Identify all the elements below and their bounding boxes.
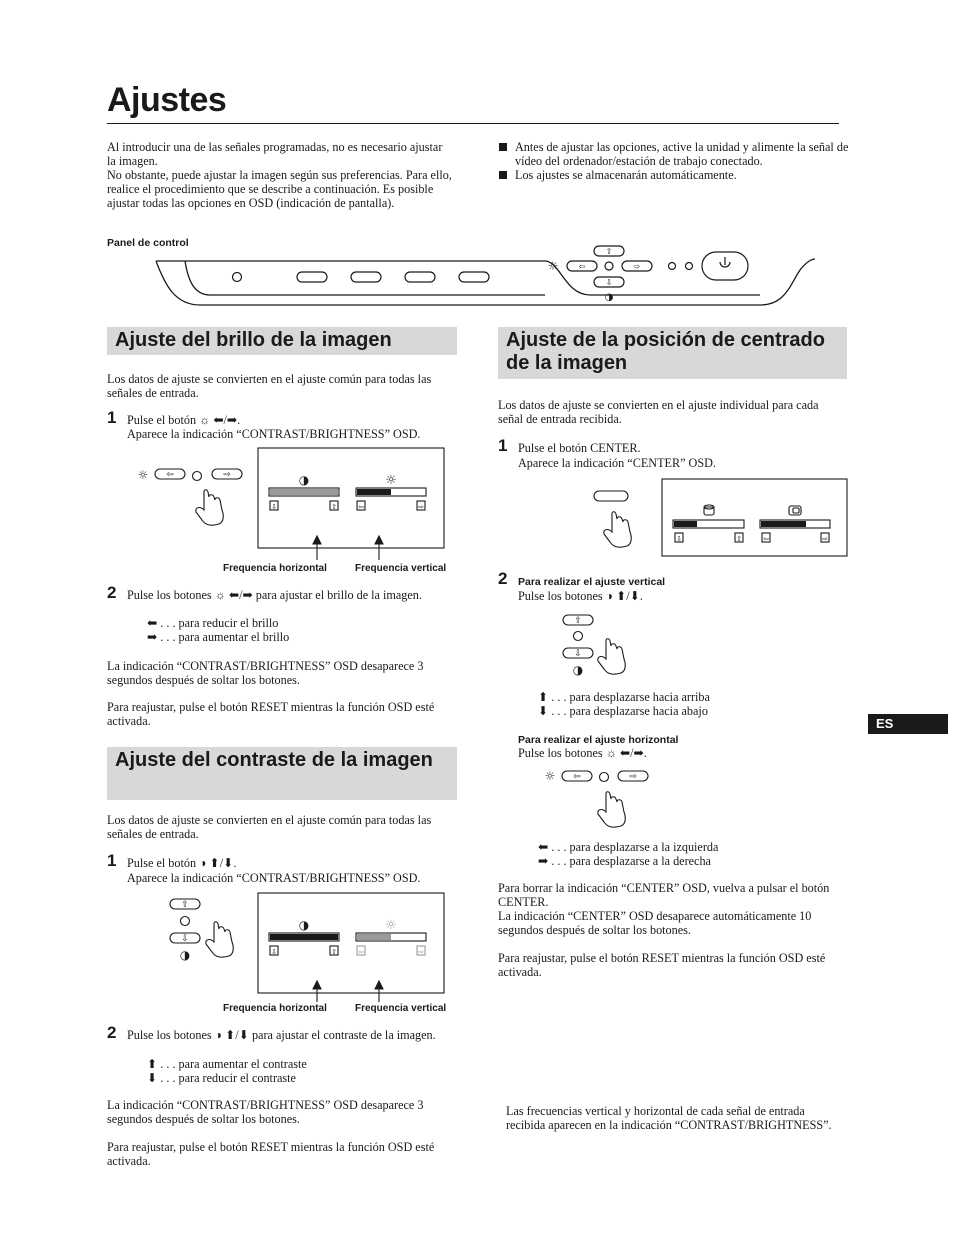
brightness-option-decrease: ⬅ . . . para reducir el brillo (147, 616, 279, 630)
svg-text:⇩: ⇩ (574, 649, 582, 659)
brightness-step1-result: Aparece la indicación “CONTRAST/BRIGHTNESS” OSD. (127, 427, 421, 441)
horizontal-option-left: ⬅ . . . para desplazarse a la izquierda (538, 840, 719, 854)
brightness-step1-number: 1 (107, 408, 117, 427)
hand-pointer-icon (598, 792, 625, 827)
contrast-heading: Ajuste del contraste de la imagen (107, 747, 457, 800)
svg-text:⇨: ⇨ (418, 503, 424, 511)
contrast-note-reset: Para reajustar, pulse el botón RESET mientras la función OSD esté activada. (107, 1140, 435, 1168)
osd-brightness-bar (357, 934, 391, 940)
svg-text:⇦: ⇦ (763, 535, 769, 543)
brightness-heading: Ajuste del brillo de la imagen (107, 327, 457, 355)
svg-text:◑: ◑ (604, 292, 614, 303)
brightness-step2-number: 2 (107, 583, 117, 602)
svg-text:⇦: ⇦ (166, 470, 174, 480)
centering-note-reset: Para reajustar, pulse el botón RESET mientras la función OSD esté activada. (498, 951, 826, 979)
brightness-intro: Los datos de ajuste se convierten en el ajuste común para todas las señales de entrada. (107, 372, 432, 400)
svg-text:⇦: ⇦ (578, 262, 586, 271)
brightness-note-timeout: La indicación “CONTRAST/BRIGHTNESS” OSD desaparece 3 segundos después de soltar los botones. (107, 659, 424, 687)
brightness-caption-vertical: Frequencia vertical (355, 563, 447, 574)
vertical-adjust-title: Para realizar el ajuste vertical (518, 576, 666, 588)
contrast-option-decrease: ⬇ . . . para reducir el contraste (147, 1071, 296, 1085)
language-tab: ES (868, 714, 948, 734)
bullet-item: Los ajustes se almacenarán automáticamente. (499, 168, 849, 182)
centering-heading: Ajuste de la posición de centrado de la imagen (498, 327, 847, 379)
vertical-option-down: ⬇ . . . para desplazarse hacia abajo (538, 704, 708, 718)
contrast-step2-text: Pulse los botones ◑ ⬆/⬇ para ajustar el contraste de la imagen. (127, 1028, 436, 1042)
center-button (594, 491, 628, 501)
bullet-item: Antes de ajustar las opciones, active la unidad y alimente la señal de vídeo del ordenador/estación de trabajo conectado. (499, 140, 849, 168)
svg-text:◑: ◑ (298, 918, 310, 932)
svg-text:⇨: ⇨ (822, 535, 828, 543)
svg-text:☼: ☼ (544, 769, 556, 783)
brightness-step2-text: Pulse los botones ☼ ⬅/➡ para ajustar el brillo de la imagen. (127, 588, 422, 602)
svg-text:☼: ☼ (547, 259, 559, 273)
svg-text:⇩: ⇩ (676, 535, 682, 543)
brightness-option-increase: ➡ . . . para aumentar el brillo (147, 630, 290, 644)
contrast-step1-text: Pulse el botón ◑ ⬆/⬇. (127, 856, 237, 870)
contrast-step2-number: 2 (107, 1023, 117, 1042)
centering-intro: Los datos de ajuste se convierten en el ajuste individual para cada señal de entrada recibida. (498, 398, 819, 426)
centering-step1-text: Pulse el botón CENTER. (518, 441, 641, 455)
brightness-caption-horizontal: Frequencia horizontal (223, 563, 327, 574)
svg-text:◑: ◑ (572, 663, 584, 677)
horizontal-adjust-text: Pulse los botones ☼ ⬅/➡. (518, 746, 647, 760)
osd-horizontal-bar (761, 521, 806, 527)
svg-text:⇩: ⇩ (271, 503, 277, 511)
osd-vertical-bar (674, 521, 697, 527)
svg-text:⇩: ⇩ (181, 934, 189, 944)
svg-text:⇧: ⇧ (331, 948, 337, 956)
svg-text:⇩: ⇩ (271, 948, 277, 956)
contrast-note-timeout: La indicación “CONTRAST/BRIGHTNESS” OSD desaparece 3 segundos después de soltar los botones. (107, 1098, 424, 1126)
contrast-caption-horizontal: Frequencia horizontal (223, 1003, 327, 1014)
svg-text:⇧: ⇧ (736, 535, 742, 543)
svg-text:⇨: ⇨ (629, 772, 637, 782)
contrast-intro: Los datos de ajuste se convierten en el ajuste común para todas las señales de entrada. (107, 813, 432, 841)
contrast-caption-vertical: Frequencia vertical (355, 1003, 447, 1014)
svg-text:⇨: ⇨ (633, 262, 641, 271)
svg-text:☼: ☼ (385, 918, 397, 933)
hand-pointer-icon (598, 639, 625, 674)
svg-text:⇩: ⇩ (605, 278, 613, 287)
svg-text:⇨: ⇨ (223, 470, 231, 480)
svg-text:⇨: ⇨ (418, 948, 424, 956)
centering-step1-result: Aparece la indicación “CENTER” OSD. (518, 456, 716, 470)
svg-text:⇦: ⇦ (358, 503, 364, 511)
vertical-adjust-text: Pulse los botones ◑ ⬆/⬇. (518, 589, 643, 603)
panel-label: Panel de control (107, 237, 189, 249)
contrast-option-increase: ⬆ . . . para aumentar el contraste (147, 1057, 307, 1071)
svg-text:⇧: ⇧ (605, 247, 613, 256)
osd-contrast-bar (270, 934, 338, 940)
intro-text: Al introducir una de las señales programadas, no es necesario ajustar la imagen. No obstante, puede ajustar la imagen según sus preferencias. Para ello, realice el procedimiento que se describe a continuación. Es posible ajustar todas las opciones en OSD (indicación de pantalla). (107, 140, 452, 210)
svg-text:◑: ◑ (298, 473, 310, 487)
centering-step1-number: 1 (498, 436, 508, 455)
svg-text:⇦: ⇦ (358, 948, 364, 956)
brightness-note-reset: Para reajustar, pulse el botón RESET mientras la función OSD esté activada. (107, 700, 435, 728)
frequency-footnote: Las frecuencias vertical y horizontal de cada señal de entrada recibida aparecen en la indicación “CONTRAST/BRIGHTNESS”. (506, 1104, 832, 1132)
hand-pointer-icon (604, 512, 631, 547)
svg-text:⇧: ⇧ (331, 503, 337, 511)
svg-text:☼: ☼ (385, 473, 397, 488)
contrast-step1-number: 1 (107, 851, 117, 870)
horizontal-option-right: ➡ . . . para desplazarse a la derecha (538, 854, 711, 868)
hand-pointer-icon (206, 922, 233, 957)
brightness-step1-text: Pulse el botón ☼ ⬅/➡. (127, 413, 241, 427)
svg-text:☼: ☼ (137, 468, 149, 482)
horizontal-adjust-title: Para realizar el ajuste horizontal (518, 734, 679, 746)
centering-note-clear: Para borrar la indicación “CENTER” OSD, vuelva a pulsar el botón CENTER. La indicación “CENTER” OSD desaparece automáticamente 10 segundos después de soltar los botones. (498, 881, 830, 937)
page-title: Ajustes (107, 81, 227, 119)
contrast-step1-result: Aparece la indicación “CONTRAST/BRIGHTNESS” OSD. (127, 871, 421, 885)
svg-text:◑: ◑ (179, 948, 191, 962)
svg-text:⇧: ⇧ (574, 616, 582, 626)
vertical-option-up: ⬆ . . . para desplazarse hacia arriba (538, 690, 710, 704)
svg-text:⇧: ⇧ (181, 900, 189, 910)
svg-text:⇦: ⇦ (573, 772, 581, 782)
centering-step2-number: 2 (498, 569, 508, 588)
